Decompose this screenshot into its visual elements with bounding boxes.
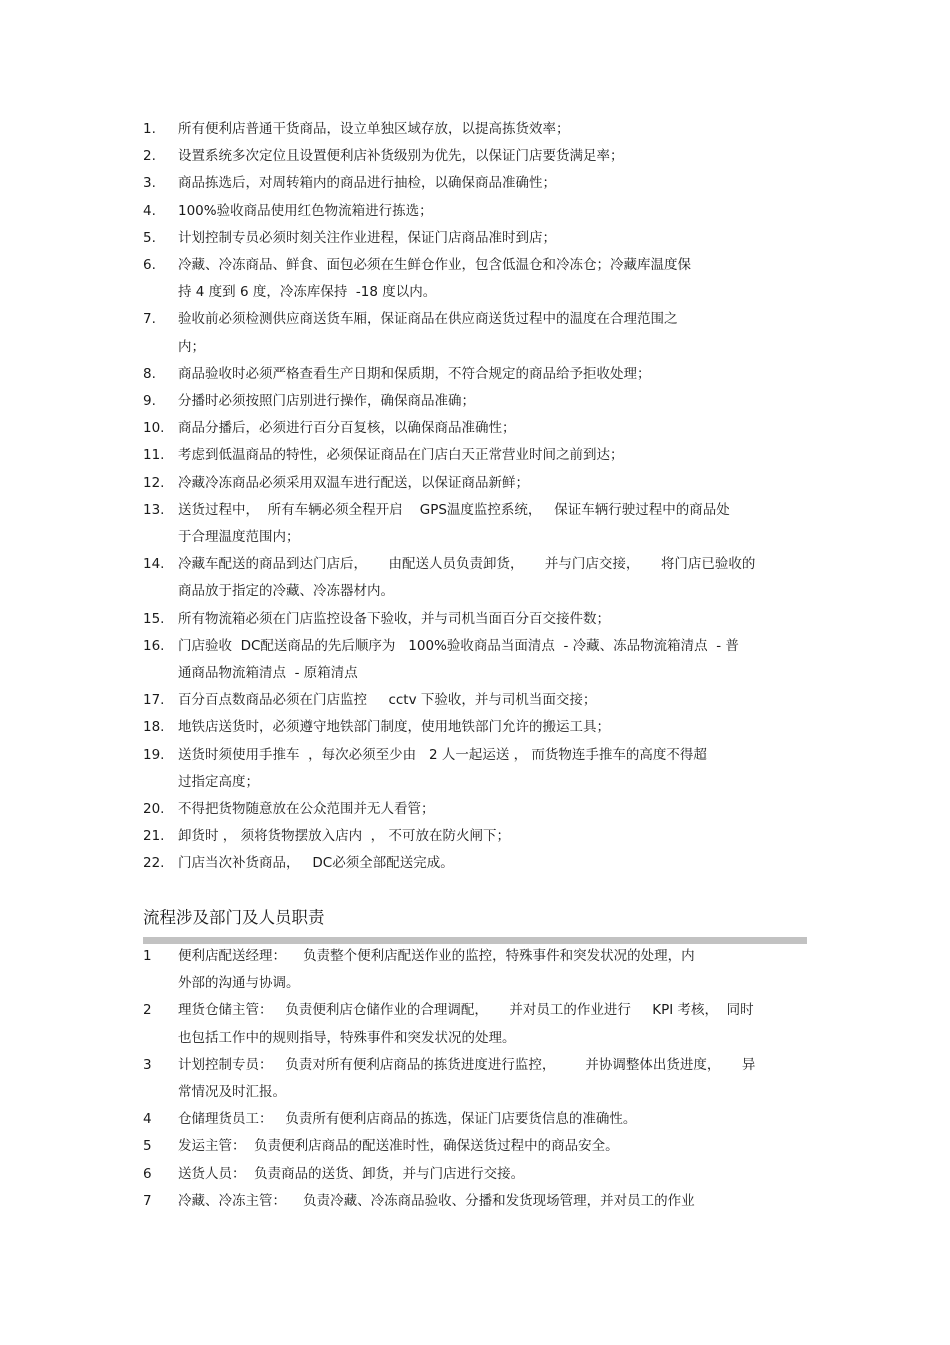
duty-number: 1: [143, 948, 152, 964]
rule-number: 11.: [143, 447, 165, 464]
rule-number: 21.: [143, 828, 165, 845]
rule-number: 12.: [143, 474, 165, 491]
rule-text: 商品拣选后，对周转箱内的商品进行抽检，以确保商品准确性；: [178, 175, 556, 192]
rule-number: 22.: [143, 855, 165, 872]
rule-text: 门店验收 DC配送商品的先后顺序为 100%验收商品当面清点 - 冷藏、冻品物流箱清点 - 普 通商品物流箱清点 - 原箱清点: [178, 637, 739, 682]
rule-number: 20.: [143, 801, 165, 818]
rule-item: [143, 388, 823, 415]
duty-number: 5: [143, 1138, 152, 1155]
rule-number: 13.: [143, 501, 165, 518]
rule-text: 设置系统多次定位且设置便利店补货级别为优先，以保证门店要货满足率；: [178, 148, 624, 165]
rule-text: 送货过程中， 所有车辆必须全程开启 GPS温度监控系统， 保证车辆行驶过程中的商品处 于合理温度范围内；: [178, 501, 730, 546]
rule-item: [143, 742, 823, 796]
rule-item: [143, 116, 823, 143]
rule-number: 5.: [143, 229, 156, 246]
rule-text: 冷藏冷冻商品必须采用双温车进行配送，以保证商品新鲜；: [178, 474, 529, 491]
rule-number: 19.: [143, 746, 165, 763]
rule-item: [143, 415, 823, 442]
duty-text: 理货仓储主管： 负责便利店仓储作业的合理调配， 并对员工的作业进行 KPI 考核， 同时 也包括工作中的规则指导，特殊事件和突发状况的处理。: [178, 1002, 754, 1046]
rule-number: 7.: [143, 311, 156, 328]
duty-number: 6: [143, 1165, 152, 1182]
operation-rules-list: [143, 116, 823, 878]
rule-text: 验收前必须检测供应商送货车厢，保证商品在供应商送货过程中的温度在合理范围之 内；: [178, 311, 678, 355]
rule-number: 4.: [143, 202, 156, 219]
rule-item: [143, 497, 823, 551]
rule-text: 商品验收时必须严格查看生产日期和保质期，不符合规定的商品给予拒收处理；: [178, 365, 651, 382]
rule-text: 不得把货物随意放在公众范围并无人看管；: [178, 801, 435, 818]
rule-item: [143, 823, 823, 850]
rule-text: 考虑到低温商品的特性，必须保证商品在门店白天正常营业时间之前到达；: [178, 447, 624, 464]
duty-text: 计划控制专员： 负责对所有便利店商品的拣货进度进行监控， 并协调整体出货进度， 异 常情况及时汇报。: [178, 1056, 756, 1101]
duty-number: 2: [143, 1002, 152, 1019]
rule-text: 卸货时 ， 须将货物摆放入店内 ， 不可放在防火闸下；: [178, 828, 510, 845]
rule-number: 1.: [143, 121, 156, 137]
rule-item: [143, 198, 823, 225]
rule-item: [143, 143, 823, 170]
rule-text: 送货时须使用手推车 ，每次必须至少由 2 人一起运送 ， 而货物连手推车的高度不得超 过指定高度；: [178, 746, 707, 790]
section-title: 流程涉及部门及人员职责: [143, 908, 325, 927]
duty-item: [143, 1052, 813, 1106]
rule-number: 16.: [143, 637, 165, 654]
rule-number: 2.: [143, 148, 156, 165]
duty-item: [143, 997, 813, 1051]
rule-item: [143, 442, 823, 469]
rule-item: [143, 551, 823, 605]
rule-text: 门店当次补货商品， DC必须全部配送完成。: [178, 855, 454, 872]
rule-text: 冷藏、冷冻商品、鲜食、面包必须在生鲜仓作业，包含低温仓和冷冻仓；冷藏库温度保 持 4 度到 6 度，冷冻库保持 -18 度以内。: [178, 257, 691, 301]
responsibilities-list: [143, 943, 813, 1215]
rule-number: 17.: [143, 692, 165, 709]
rule-item: [143, 361, 823, 388]
duty-item: [143, 943, 813, 997]
duty-number: 4: [143, 1111, 152, 1128]
rule-number: 15.: [143, 610, 165, 627]
rule-number: 18.: [143, 719, 165, 736]
rule-text: 所有便利店普通干货商品，设立单独区域存放，以提高拣货效率；: [178, 121, 570, 137]
duty-item: [143, 1161, 813, 1188]
duty-item: [143, 1106, 813, 1133]
rule-item: [143, 687, 823, 714]
rule-text: 分播时必须按照门店别进行操作，确保商品准确；: [178, 393, 475, 410]
rule-number: 3.: [143, 175, 156, 192]
rule-number: 10.: [143, 420, 165, 437]
rule-item: [143, 225, 823, 252]
rule-item: [143, 470, 823, 497]
duty-text: 发运主管： 负责便利店商品的配送准时性，确保送货过程中的商品安全。: [178, 1138, 619, 1155]
duty-text: 送货人员： 负责商品的送货、卸货，并与门店进行交接。: [178, 1165, 525, 1182]
rule-text: 计划控制专员必须时刻关注作业进程，保证门店商品准时到店；: [178, 229, 556, 246]
rule-text: 百分百点数商品必须在门店监控 cctv 下验收，并与司机当面交接；: [178, 692, 597, 709]
rule-number: 14.: [143, 556, 165, 573]
rule-number: 6.: [143, 257, 156, 274]
rule-item: [143, 796, 823, 823]
rule-item: [143, 633, 823, 687]
duty-text: 冷藏、冷冻主管： 负责冷藏、冷冻商品验收、分播和发货现场管理，并对员工的作业: [178, 1192, 695, 1209]
rule-item: [143, 252, 823, 306]
duty-number: 7: [143, 1192, 152, 1209]
duty-text: 便利店配送经理： 负责整个便利店配送作业的监控，特殊事件和突发状况的处理，内 外部的沟通与协调。: [178, 948, 695, 992]
duty-text: 仓储理货员工： 负责所有便利店商品的拣选，保证门店要货信息的准确性。: [178, 1111, 637, 1128]
rule-number: 8.: [143, 365, 156, 382]
rule-text: 冷藏车配送的商品到达门店后， 由配送人员负责卸货， 并与门店交接， 将门店已验收的 商品放于指定的冷藏、冷冻器材内。: [178, 556, 756, 600]
rule-item: [143, 606, 823, 633]
rule-number: 9.: [143, 393, 156, 410]
rule-item: [143, 850, 823, 877]
duty-number: 3: [143, 1056, 152, 1073]
rule-item: [143, 306, 823, 360]
rule-item: [143, 714, 823, 741]
rule-text: 地铁店送货时，必须遵守地铁部门制度，使用地铁部门允许的搬运工具；: [178, 719, 610, 736]
rule-text: 商品分播后，必须进行百分百复核，以确保商品准确性；: [178, 420, 516, 437]
rule-item: [143, 170, 823, 197]
duty-item: [143, 1133, 813, 1160]
duty-item: [143, 1188, 813, 1215]
rule-text: 所有物流箱必须在门店监控设备下验收，并与司机当面百分百交接件数；: [178, 610, 610, 627]
rule-text: 100%验收商品使用红色物流箱进行拣选；: [178, 202, 433, 219]
